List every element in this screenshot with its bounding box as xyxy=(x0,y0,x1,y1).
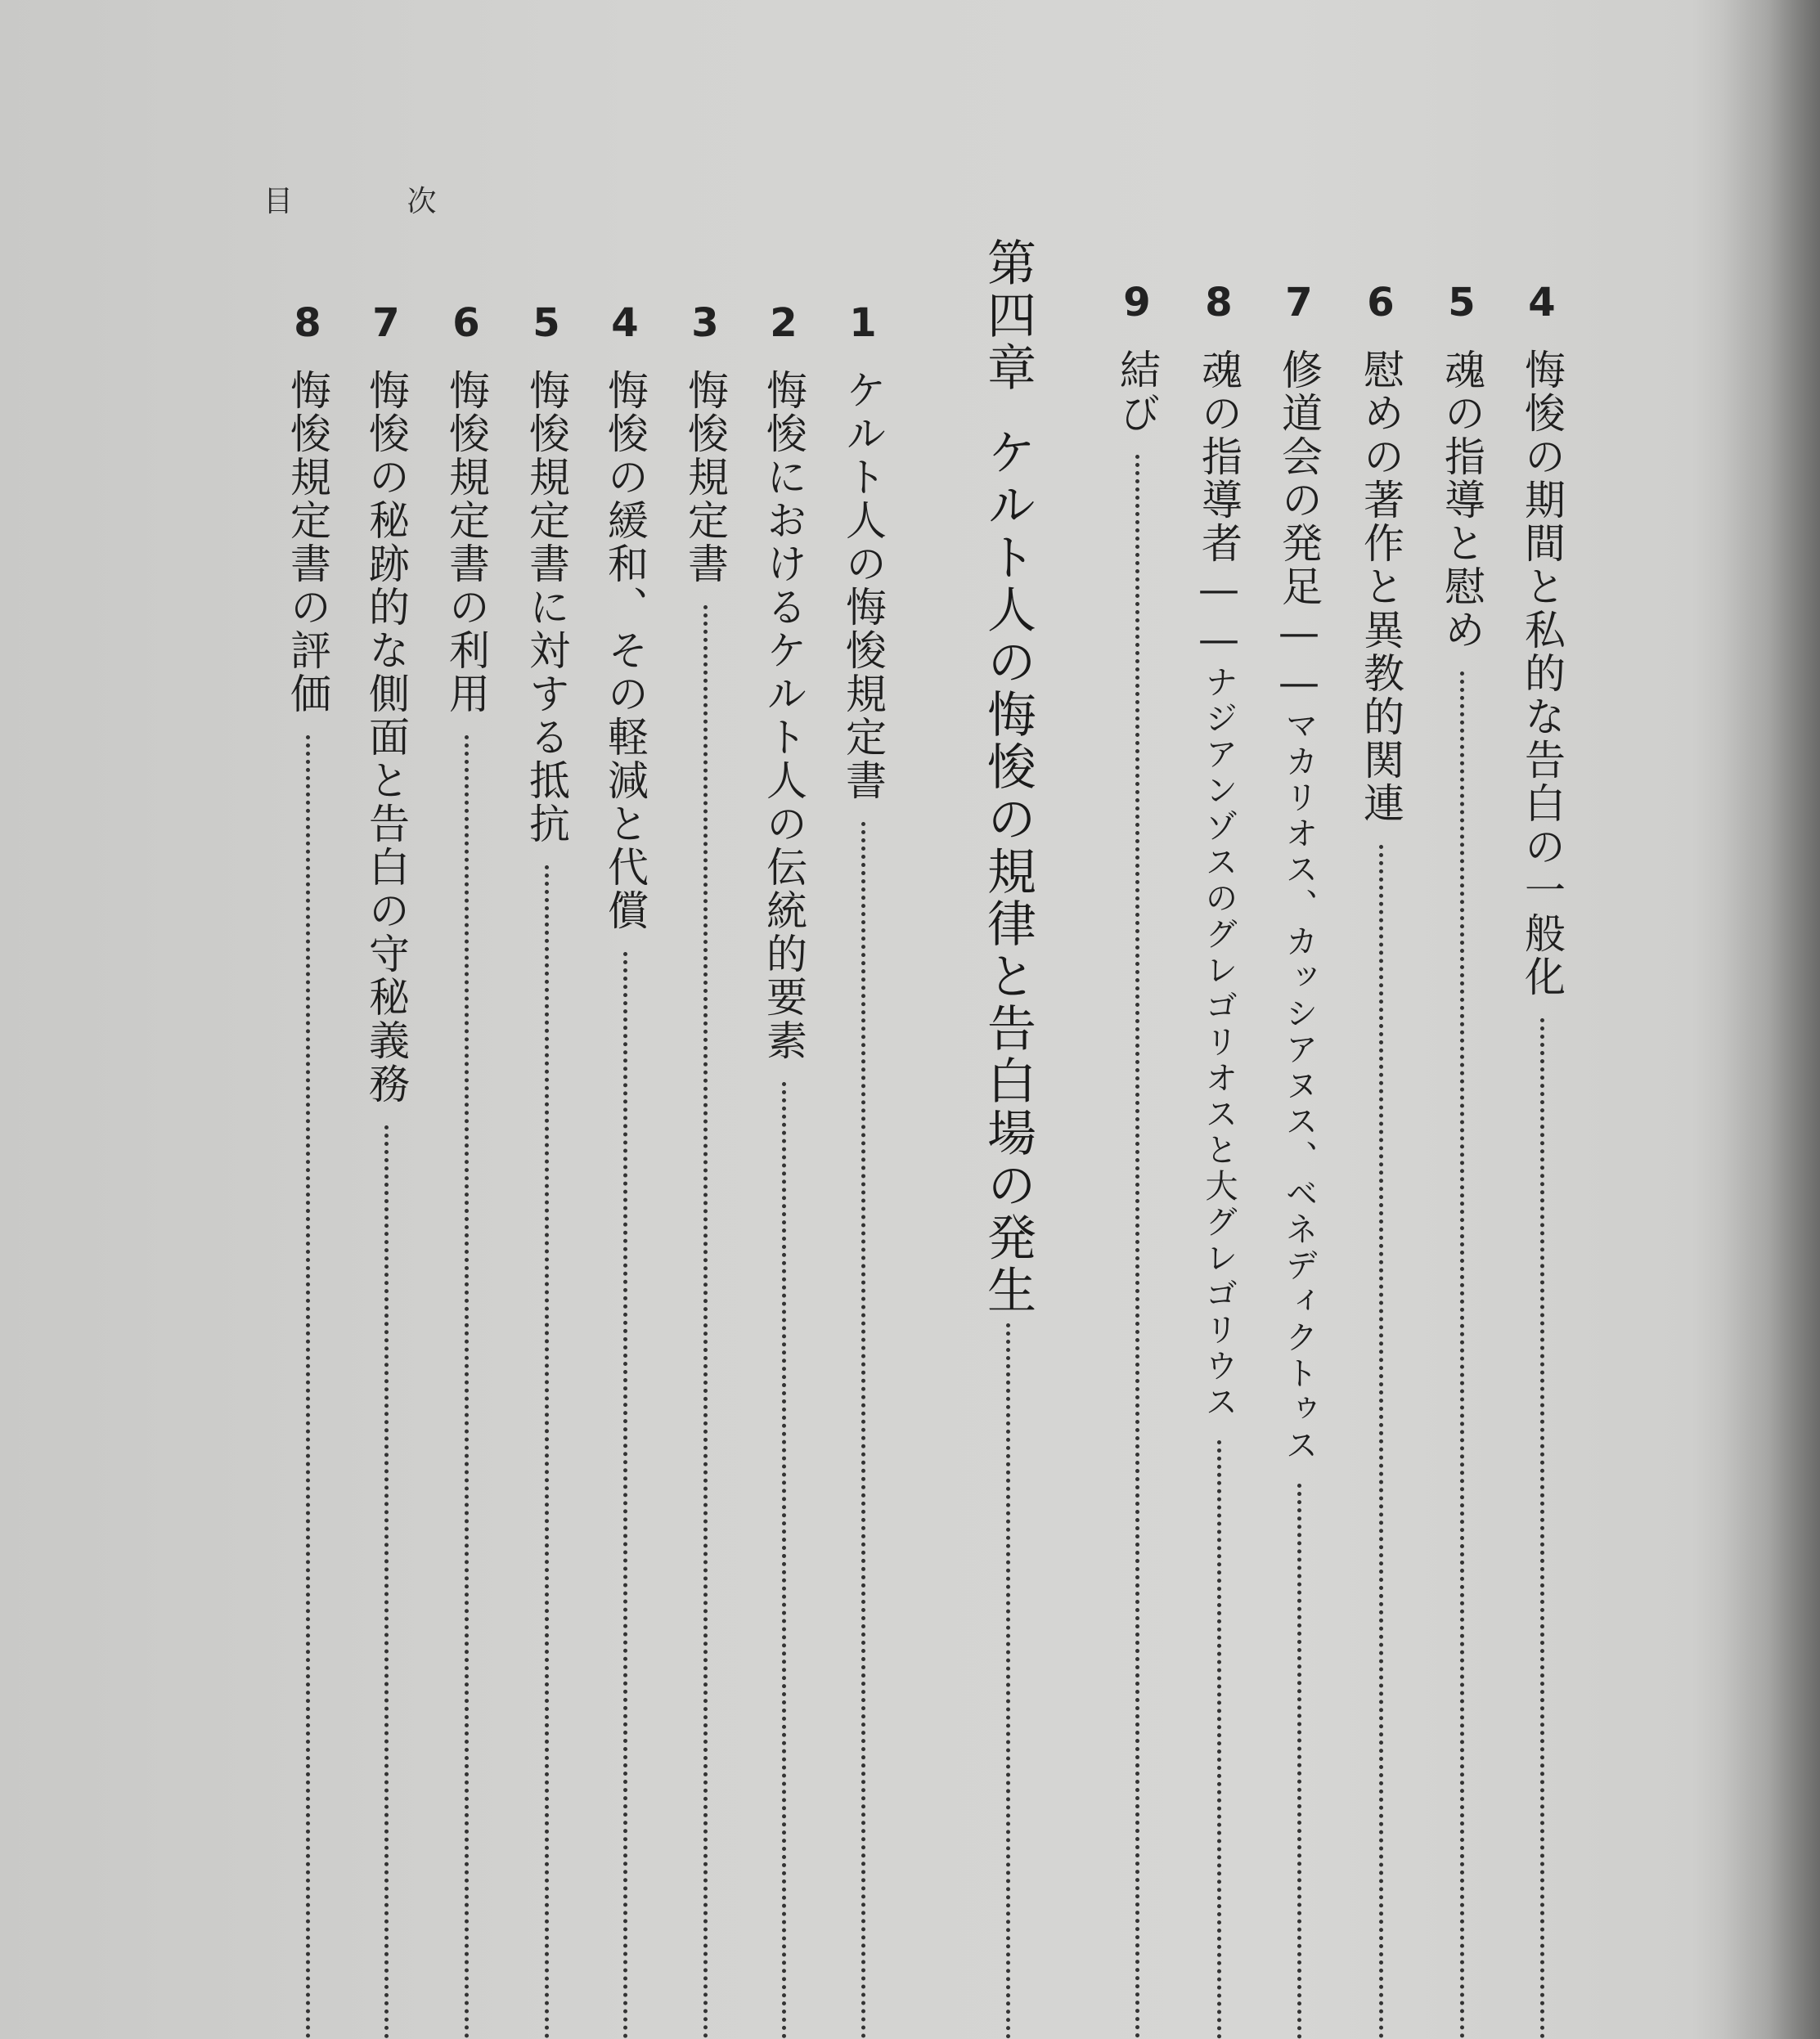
entry-title: 悔悛規定書の利用 xyxy=(443,369,490,716)
chapter-heading[interactable] xyxy=(950,237,1065,2039)
entry-number: 9 xyxy=(1123,280,1151,326)
entry-title: 魂の指導と慰め xyxy=(1438,348,1485,652)
toc-entry[interactable] xyxy=(751,290,816,2039)
entry-subtitle: ナジアンゾスのグレゴリオスと大グレゴリウス xyxy=(1200,665,1238,1421)
dot-leader xyxy=(703,605,708,2039)
toc-entry[interactable] xyxy=(1348,270,1413,2039)
entry-title: 悔悛の秘跡的な側面と告白の守秘義務 xyxy=(362,369,410,1106)
toc-entry[interactable] xyxy=(1509,270,1575,2039)
dot-leader xyxy=(1460,671,1464,2039)
entry-subtitle: マカリオス、カッシアヌス、ベネディクトゥス xyxy=(1280,708,1318,1464)
running-head: 目 次 xyxy=(263,185,489,218)
entry-title: 魂の指導者—— xyxy=(1195,348,1243,665)
entry-title: 悔悛規定書に対する抵抗 xyxy=(523,369,570,846)
dot-leader xyxy=(465,735,469,2039)
entry-title: 慰めの著作と異教的関連 xyxy=(1357,348,1404,825)
toc-entry[interactable] xyxy=(353,290,419,2039)
toc-entry[interactable] xyxy=(434,290,499,2039)
entry-number: 4 xyxy=(611,300,639,346)
entry-title: 結び xyxy=(1113,348,1161,435)
entry-number: 4 xyxy=(1528,280,1556,326)
dot-leader xyxy=(1379,845,1383,2039)
entry-title: 修道会の発足—— xyxy=(1275,348,1323,708)
toc-entry[interactable] xyxy=(592,290,658,2039)
dot-leader xyxy=(861,822,865,2039)
entry-title: 悔悛規定書 xyxy=(681,369,729,586)
entry-number: 7 xyxy=(372,300,400,346)
entry-title: ケルト人の悔悛規定書 xyxy=(839,369,887,802)
chapter-label: 第四章 xyxy=(979,237,1036,394)
entry-number: 6 xyxy=(1367,280,1395,326)
dot-leader xyxy=(545,865,549,2039)
toc-entry[interactable] xyxy=(275,290,340,2039)
entry-number: 8 xyxy=(1205,280,1233,326)
toc-entry[interactable] xyxy=(1429,270,1494,2039)
entry-title: 悔悛におけるケルト人の伝統的要素 xyxy=(760,369,807,1062)
entry-number: 5 xyxy=(533,300,560,346)
toc-entry[interactable] xyxy=(672,290,738,2039)
dot-leader xyxy=(306,735,310,2039)
entry-number: 8 xyxy=(294,300,321,346)
dot-leader xyxy=(1217,1440,1221,2039)
toc-entry[interactable] xyxy=(1266,270,1332,2039)
toc-entry[interactable] xyxy=(1186,270,1252,2039)
entry-title: 悔悛の期間と私的な告白の一般化 xyxy=(1518,348,1566,999)
dot-leader xyxy=(1006,1323,1010,2039)
entry-number: 6 xyxy=(452,300,480,346)
toc-entry[interactable] xyxy=(514,290,579,2039)
page-gutter-shadow xyxy=(1722,0,1820,2039)
dot-leader xyxy=(1297,1484,1301,2039)
dot-leader xyxy=(1135,455,1139,2039)
entry-number: 7 xyxy=(1285,280,1313,326)
dot-leader xyxy=(1540,1018,1544,2039)
entry-number: 3 xyxy=(691,300,719,346)
dot-leader xyxy=(623,952,627,2039)
dot-leader xyxy=(384,1125,389,2039)
chapter-title: ケルト人の悔悛の規律と告白場の発生 xyxy=(979,427,1036,1317)
entry-title: 悔悛規定書の評価 xyxy=(284,369,331,716)
dot-leader xyxy=(782,1082,786,2039)
entry-number: 1 xyxy=(849,300,877,346)
toc-entry[interactable] xyxy=(1104,270,1170,2039)
entry-number: 5 xyxy=(1448,280,1476,326)
entry-number: 2 xyxy=(770,300,798,346)
entry-title: 悔悛の緩和、その軽減と代償 xyxy=(601,369,649,932)
toc-entry[interactable] xyxy=(830,290,896,2039)
